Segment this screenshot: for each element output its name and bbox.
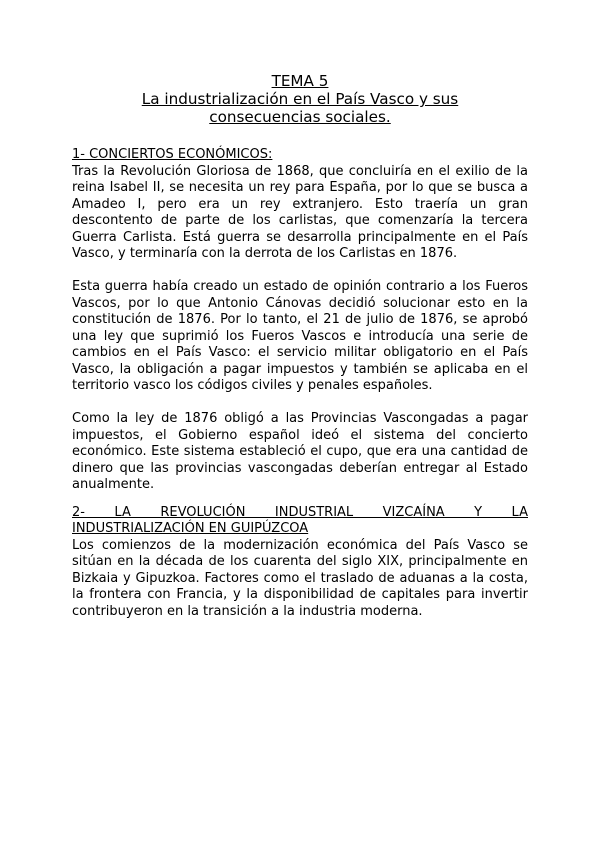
section-1-heading: 1- CONCIERTOS ECONÓMICOS:: [72, 147, 273, 162]
section-2-heading-line-1: 2- LA REVOLUCIÓN INDUSTRIAL VIZCAÍNA Y LA: [72, 504, 528, 520]
section-1-paragraph-2: Esta guerra había creado un estado de opinión contrario a los Fueros Vascos, por lo que Antonio Cánovas decidió solucionar esto en la constitución de 1876. Por lo tanto, el 21 de julio de 1876, se aprobó una ley que suprimió los Fueros Vascos e introducía una serie de cambios en el País Vasco: el servicio militar obligatorio en el País Vasco, la obligación a pagar impuestos y también se aplicaba en el territorio vasco los códigos civiles y penales españoles.: [72, 279, 528, 393]
section-2-paragraph-1: Los comienzos de la modernización económica del País Vasco se sitúan en la década de los cuarenta del siglo XIX, principalmente en Bizkaia y Gipuzkoa. Factores como el traslado de aduanas a la costa, la frontera con Francia, y la disponibilidad de capitales para invertir contribuyeron en la transición a la industria moderna.: [72, 537, 528, 619]
section-1-paragraph-1: Tras la Revolución Gloriosa de 1868, que concluiría en el exilio de la reina Isabel II, se necesita un rey para España, por lo que se busca a Amadeo I, pero era un rey extranjero. Esto traería un gran descontento de parte de los carlistas, que comenzaría la tercera Guerra Carlista. Está guerra se desarrolla principalmente en el País Vasco, y terminaría con la derrota de los Carlistas en 1876.: [72, 163, 528, 261]
title-line-3: consecuencias sociales.: [209, 108, 391, 126]
section-1-paragraph-3: Como la ley de 1876 obligó a las Provincias Vascongadas a pagar impuestos, el Gobierno español ideó el sistema del concierto económico. Este sistema estableció el cupo, que era una cantidad de dinero que las provincias vascongadas deberían entregar al Estado anualmente.: [72, 411, 528, 492]
document-title: [72, 72, 528, 126]
title-line-1: TEMA 5: [271, 72, 329, 90]
title-line-2: La industrialización en el País Vasco y sus: [141, 90, 459, 108]
section-2-heading-line-2: INDUSTRIALIZACIÓN EN GUIPÚZCOA: [72, 521, 309, 536]
document-page: [72, 72, 528, 620]
